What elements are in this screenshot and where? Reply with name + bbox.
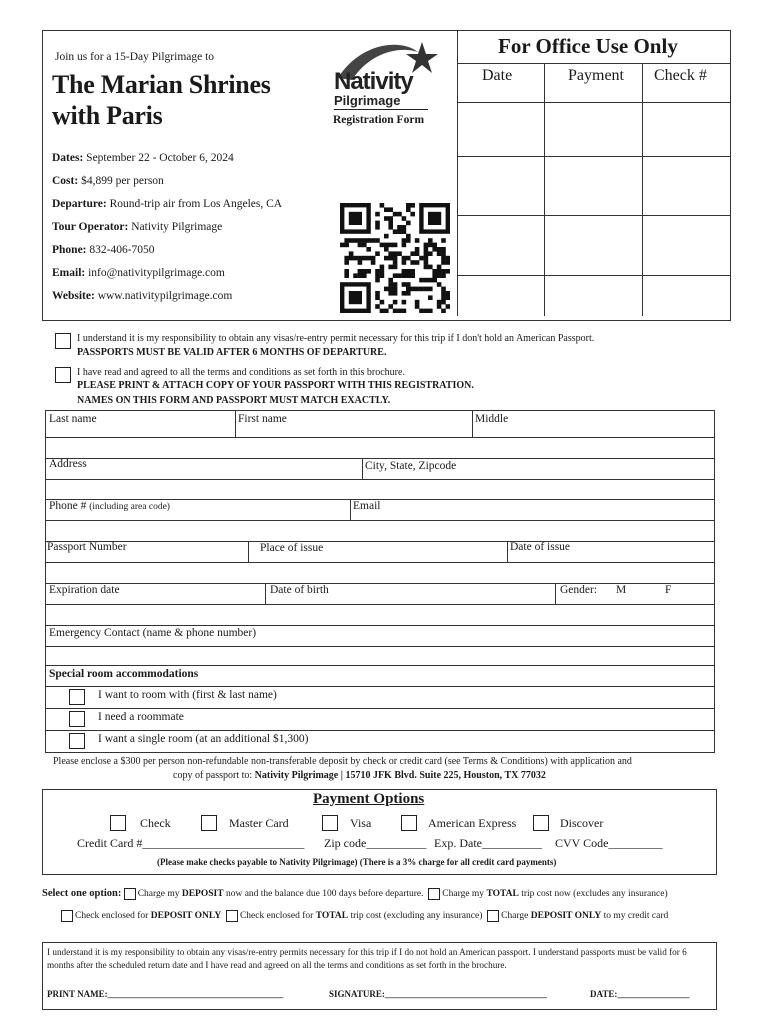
page-title-line2: with Paris <box>52 101 163 130</box>
place-of-issue-field[interactable]: Place of issue <box>260 542 324 554</box>
visa-agree-bold: PASSPORTS MUST BE VALID AFTER 6 MONTHS OF DEPARTURE. <box>77 347 387 358</box>
office-col-date: Date <box>482 67 513 84</box>
phone-field[interactable]: Phone # (including area code) <box>49 500 170 512</box>
expiration-date-field[interactable]: Expiration date <box>49 584 120 596</box>
charge-total-checkbox[interactable] <box>428 888 440 900</box>
terms-agree-bold1: PLEASE PRINT & ATTACH COPY OF YOUR PASSPORT WITH THIS REGISTRATION. <box>77 380 474 391</box>
select-option-row1: Select one option: Charge my DEPOSIT now and the balance due 100 days before departure. Charge my TOTAL trip cost now (excludes any insurance) <box>42 888 668 900</box>
emergency-contact-field[interactable]: Emergency Contact (name & phone number) <box>49 627 257 639</box>
office-col-check: Check # <box>654 67 707 84</box>
terms-agree-text: I have read and agreed to all the terms and conditions as set forth in this brochure. <box>77 367 405 378</box>
cvv-code-field[interactable]: CVV Code_________ <box>555 836 663 850</box>
check-method-checkbox[interactable] <box>110 815 126 831</box>
charge-deposit-only-checkbox[interactable] <box>487 910 499 922</box>
office-line <box>457 275 731 276</box>
amex-method-checkbox[interactable] <box>401 815 417 831</box>
office-col-payment: Payment <box>568 67 624 84</box>
grid-line <box>45 686 715 687</box>
room-accommodations-title: Special room accommodations <box>49 668 199 680</box>
gender-label: Gender: <box>560 584 598 596</box>
single-room-label: I want a single room (at an additional $1,300) <box>98 733 309 745</box>
detail-website: Website: www.nativitypilgrimage.com <box>52 290 233 302</box>
detail-phone: Phone: 832-406-7050 <box>52 244 155 256</box>
grid-col-line <box>362 458 363 479</box>
middle-name-field[interactable]: Middle <box>475 413 509 425</box>
gender-m-option[interactable]: M <box>616 584 627 596</box>
room-with-label: I want to room with (first & last name) <box>98 689 277 701</box>
last-name-field[interactable]: Last name <box>49 413 97 425</box>
check-deposit-checkbox[interactable] <box>61 910 73 922</box>
office-line <box>457 63 731 64</box>
office-line <box>457 156 731 157</box>
need-roommate-label: I need a roommate <box>98 711 184 723</box>
deposit-line1: Please enclose a $300 per person non-refundable non-transferable deposit by check or credit card (see Terms & Conditions) with application and <box>53 756 632 767</box>
date-field[interactable]: DATE:________________ <box>590 989 690 999</box>
deposit-line2: copy of passport to: Nativity Pilgrimage | 15710 JFK Blvd. Suite 225, Houston, TX 77032 <box>173 770 546 781</box>
payment-options-title: Payment Options <box>313 791 425 807</box>
city-state-zip-field[interactable]: City, State, Zipcode <box>365 460 457 472</box>
grid-line <box>45 583 715 584</box>
credit-card-number-field[interactable]: Credit Card #___________________________ <box>77 836 305 850</box>
terms-agree-checkbox[interactable] <box>55 367 71 383</box>
grid-line <box>45 625 715 626</box>
grid-col-line <box>350 499 351 520</box>
check-total-checkbox[interactable] <box>226 910 238 922</box>
grid-col-line <box>507 541 508 562</box>
detail-departure: Departure: Round-trip air from Los Angeles, CA <box>52 198 283 210</box>
mastercard-method-checkbox[interactable] <box>201 815 217 831</box>
grid-line <box>45 437 715 438</box>
office-col-line <box>642 63 643 316</box>
mastercard-method-label: Master Card <box>229 816 289 830</box>
gender-f-option[interactable]: F <box>665 584 672 596</box>
visa-method-label: Visa <box>350 816 372 830</box>
grid-col-line <box>472 410 473 437</box>
zip-code-field[interactable]: Zip code__________ <box>324 836 427 850</box>
detail-dates: Dates: September 22 - October 6, 2024 <box>52 152 234 164</box>
grid-line <box>45 458 715 459</box>
address-field[interactable]: Address <box>49 458 87 470</box>
office-divider <box>457 30 458 316</box>
first-name-field[interactable]: First name <box>238 413 287 425</box>
exp-date-field[interactable]: Exp. Date__________ <box>434 836 542 850</box>
grid-line <box>45 665 715 666</box>
office-line <box>457 102 731 103</box>
grid-line <box>45 646 715 647</box>
grid-line <box>45 562 715 563</box>
need-roommate-checkbox[interactable] <box>69 711 85 727</box>
grid-col-line <box>555 583 556 604</box>
detail-operator: Tour Operator: Nativity Pilgrimage <box>52 221 223 233</box>
detail-cost: Cost: $4,899 per person <box>52 175 164 187</box>
single-room-checkbox[interactable] <box>69 733 85 749</box>
grid-line <box>45 479 715 480</box>
passport-number-field[interactable]: Passport Number <box>47 541 127 553</box>
discover-method-checkbox[interactable] <box>533 815 549 831</box>
grid-line <box>45 520 715 521</box>
grid-col-line <box>248 541 249 562</box>
nativity-logo <box>330 38 440 118</box>
signature-field[interactable]: SIGNATURE:____________________________________ <box>329 989 547 999</box>
select-option-row2: Check enclosed for DEPOSIT ONLY Check enclosed for TOTAL trip cost (excluding any insurance) Charge DEPOSIT ONLY to my credit card <box>61 910 668 922</box>
office-col-line <box>544 63 545 316</box>
payment-note: (Please make checks payable to Nativity Pilgrimage) (There is a 3% charge for all credit card payments) <box>157 857 557 867</box>
grid-line <box>45 541 715 542</box>
detail-email: Email: info@nativitypilgrimage.com <box>52 267 225 279</box>
grid-col-line <box>235 410 236 437</box>
email-field[interactable]: Email <box>353 500 381 512</box>
grid-line <box>45 708 715 709</box>
check-method-label: Check <box>140 816 171 830</box>
office-line <box>457 215 731 216</box>
discover-method-label: Discover <box>560 816 604 830</box>
logo-word-nativity: Nativity <box>334 68 413 95</box>
terms-agree-bold2: NAMES ON THIS FORM AND PASSPORT MUST MATCH EXACTLY. <box>77 395 391 406</box>
registration-form-label: Registration Form <box>333 114 425 126</box>
date-of-birth-field[interactable]: Date of birth <box>270 584 329 596</box>
footer-text: I understand it is my responsibility to obtain any visas/re-entry permits necessary for this trip if I do not hold an American passport. I understand passports must be valid for 6 months after the scheduled return date and I have read and agreed on all the terms and conditions as set forth in the brochure. <box>47 947 687 970</box>
office-title: For Office Use Only <box>498 34 678 58</box>
room-with-checkbox[interactable] <box>69 689 85 705</box>
charge-deposit-checkbox[interactable] <box>124 888 136 900</box>
intro-text: Join us for a 15-Day Pilgrimage to <box>55 51 215 63</box>
print-name-field[interactable]: PRINT NAME:_______________________________________ <box>47 989 284 999</box>
visa-agree-checkbox[interactable] <box>55 333 71 349</box>
page-title-line1: The Marian Shrines <box>52 70 271 99</box>
grid-col-line <box>265 583 266 604</box>
visa-agree-text: I understand it is my responsibility to obtain any visas/re-entry permit necessary for this trip if I don't hold an American Passport. <box>77 333 595 344</box>
logo-word-pilgrimage: Pilgrimage <box>334 93 428 110</box>
amex-method-label: American Express <box>428 816 517 830</box>
visa-method-checkbox[interactable] <box>322 815 338 831</box>
grid-line <box>45 730 715 731</box>
grid-line <box>45 604 715 605</box>
date-of-issue-field[interactable]: Date of issue <box>510 541 571 553</box>
qr-code-icon[interactable] <box>340 203 450 313</box>
